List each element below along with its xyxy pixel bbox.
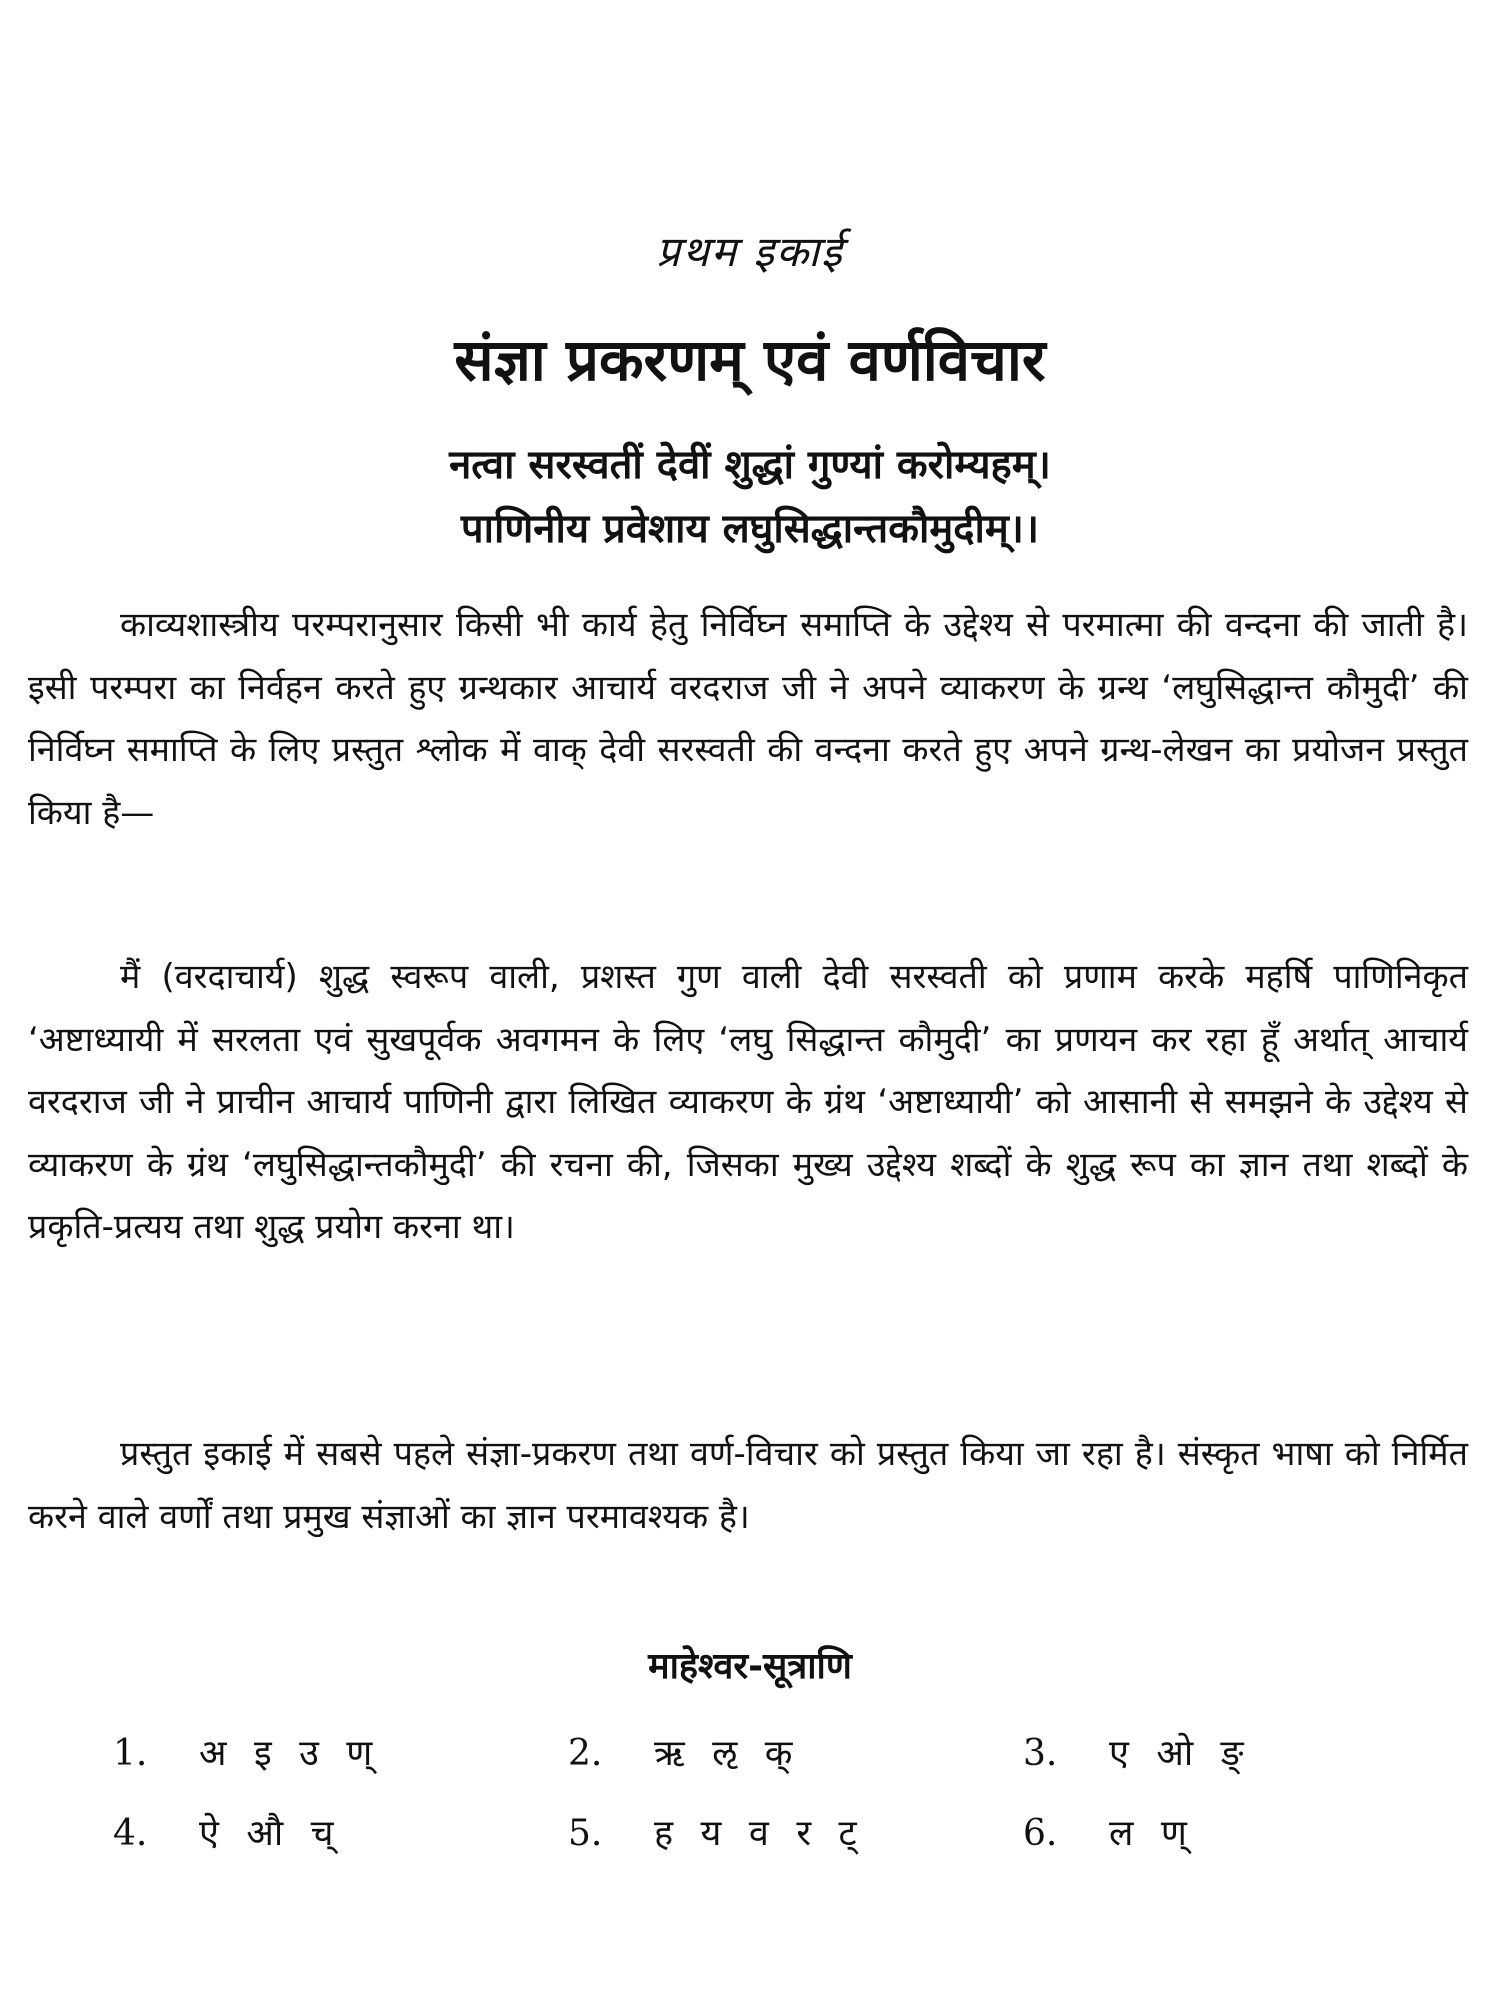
paragraph-intro: काव्यशास्त्रीय परम्परानुसार किसी भी कार्य हेतु निर्विघ्न समाप्ति के उद्देश्य से परमात्मा की वन्दना की जाती है। इसी परम्परा का निर्वहन करते हुए ग्रन्थकार आचार्य वरदराज जी ने अपने व्याकरण के ग्रन्थ ‘लघुसिद्धान्त कौमुदी’ की निर्विघ्न समाप्ति के लिए प्रस्तुत श्लोक में वाक् देवी सरस्वती की वन्दना करते हुए अपने ग्रन्थ-लेखन का प्रयोजन प्रस्तुत किया है—: [28, 605, 1468, 833]
sutra-item: [568, 1807, 865, 1856]
sutra-number: 1.: [113, 1733, 148, 1774]
sutra-number: 6.: [1023, 1813, 1058, 1854]
invocation-verse: [0, 433, 1500, 561]
sutras-heading: माहेश्वर-सूत्राणि: [648, 1646, 852, 1687]
verse-line-1: नत्वा सरस्वतीं देवीं शुद्धां गुण्यां करोम्यहम्।: [449, 442, 1051, 488]
sutra-number: 5.: [568, 1813, 603, 1854]
sutra-number: 3.: [1023, 1733, 1058, 1774]
sutra-text: ए ओ ङ्: [1109, 1733, 1252, 1774]
sutra-number: 4.: [113, 1813, 148, 1854]
sutra-item: [113, 1807, 341, 1856]
sutra-text: ऐ औ च्: [199, 1813, 342, 1854]
sutra-number: 2.: [568, 1733, 603, 1774]
unit-label: प्रथम इकाई: [656, 227, 844, 276]
sutra-item: [1023, 1807, 1195, 1856]
sutra-text: ल ण्: [1109, 1813, 1195, 1854]
sutra-text: ह य व र ट्: [654, 1813, 865, 1854]
paragraph-unit-scope: प्रस्तुत इकाई में सबसे पहले संज्ञा-प्रकरण तथा वर्ण-विचार को प्रस्तुत किया जा रहा है। संस्कृत भाषा को निर्मित करने वाले वर्णों तथा प्रमुख संज्ञाओं का ज्ञान परमावश्यक है।: [28, 1434, 1468, 1537]
chapter-title: संज्ञा प्रकरणम् एवं वर्णविचार: [454, 326, 1046, 394]
sutra-item: [113, 1727, 380, 1776]
sutra-text: अ इ उ ण्: [199, 1733, 381, 1774]
sutra-text: ऋ ऌ क्: [654, 1733, 801, 1774]
verse-line-2: पाणिनीय प्रवेशाय लघुसिद्धान्तकौमुदीम्।।: [460, 506, 1040, 552]
paragraph-meaning: मैं (वरदाचार्य) शुद्ध स्वरूप वाली, प्रशस्त गुण वाली देवी सरस्वती को प्रणाम करके महर्षि पाणिनिकृत ‘अष्टाध्यायी में सरलता एवं सुखपूर्वक अवगमन के लिए ‘लघु सिद्धान्त कौमुदी’ का प्रणयन कर रहा हूँ अर्थात् आचार्य वरदराज जी ने प्राचीन आचार्य पाणिनी द्वारा लिखित व्याकरण के ग्रंथ ‘अष्टाध्यायी’ को आसानी से समझने के उद्देश्य से व्याकरण के ग्रंथ ‘लघुसिद्धान्तकौमुदी’ की रचना की, जिसका मुख्य उद्देश्य शब्दों के शुद्ध रूप का ज्ञान तथा शब्दों के प्रकृति-प्रत्यय तथा शुद्ध प्रयोग करना था।: [28, 957, 1468, 1247]
sutra-item: [568, 1727, 800, 1776]
sutra-item: [1023, 1727, 1252, 1776]
